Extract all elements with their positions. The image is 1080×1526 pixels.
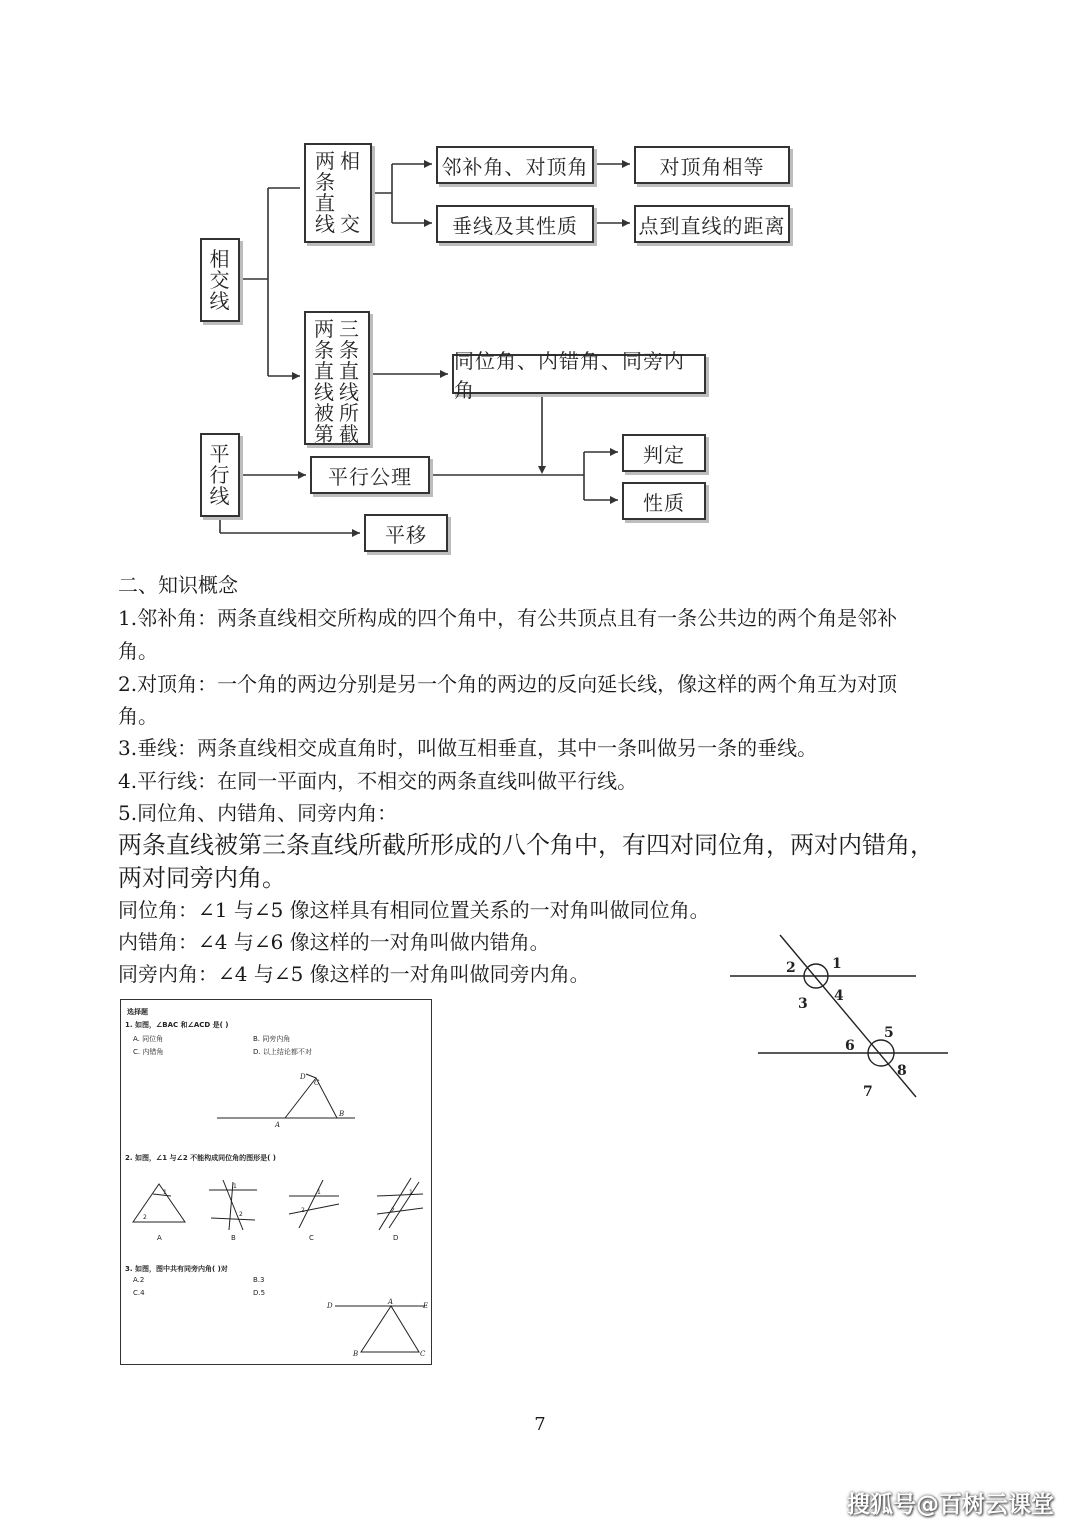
q3-label-a: A bbox=[388, 1298, 394, 1306]
svg-text:1: 1 bbox=[163, 1189, 167, 1196]
q1-label-c: C bbox=[314, 1079, 320, 1087]
svg-text:2: 2 bbox=[143, 1214, 147, 1221]
quiz-q2-figures bbox=[127, 1174, 427, 1246]
alternate-angle-def: 内错角：∠4 与∠6 像这样的一对角叫做内错角。 bbox=[118, 930, 550, 954]
section-title: 二、知识概念 bbox=[118, 573, 238, 597]
perpendicular-label: 垂线及其性质 bbox=[452, 213, 578, 238]
svg-text:2: 2 bbox=[239, 1211, 243, 1218]
q2-label-b: B bbox=[231, 1234, 236, 1242]
watermark: 搜狐号@百树云课堂 bbox=[847, 1492, 1054, 1518]
quiz-q3-option-a: A.2 bbox=[133, 1276, 145, 1284]
angle-types-label: 同位角、内错角、同旁内角 bbox=[454, 349, 685, 402]
point-line-distance-box bbox=[634, 205, 790, 243]
angle-label-5: 5 bbox=[884, 1025, 894, 1041]
point-line-distance-label: 点到直线的距离 bbox=[638, 213, 786, 238]
property-box bbox=[622, 482, 706, 520]
svg-text:2: 2 bbox=[391, 1207, 395, 1214]
angle-label-2: 2 bbox=[786, 960, 796, 976]
cut-label-left: 两 条 直 线 被 第 bbox=[314, 317, 335, 446]
q3-label-d: D bbox=[327, 1302, 333, 1310]
svg-text:1: 1 bbox=[317, 1189, 321, 1196]
parallel-lines-label: 平 行 线 bbox=[209, 441, 231, 508]
q2-label-a: A bbox=[157, 1234, 162, 1242]
quiz-q1-option-c: C. 内错角 bbox=[133, 1048, 164, 1056]
translation-label: 平移 bbox=[385, 522, 427, 547]
q1-label-a: A bbox=[275, 1121, 281, 1129]
angle-label-7: 7 bbox=[863, 1084, 873, 1100]
concept-4: 4.平行线：在同一平面内，不相交的两条直线叫做平行线。 bbox=[118, 769, 638, 793]
parallel-lines-box bbox=[200, 433, 240, 517]
quiz-question-1: 1. 如图，∠BAC 和∠ACD 是( ) bbox=[125, 1021, 229, 1029]
adjacent-vertical-angles-box bbox=[436, 146, 594, 184]
angle-label-3: 3 bbox=[798, 996, 808, 1012]
quiz-q3-option-c: C.4 bbox=[133, 1289, 145, 1297]
quiz-title: 选择题 bbox=[127, 1008, 148, 1016]
concept-2-line-2: 角。 bbox=[118, 704, 158, 728]
angle-label-4: 4 bbox=[834, 988, 844, 1004]
vertical-angles-equal-label: 对顶角相等 bbox=[659, 154, 765, 179]
svg-text:1: 1 bbox=[233, 1183, 237, 1190]
quiz-panel bbox=[120, 999, 432, 1365]
concept-5: 5.同位角、内错角、同旁内角： bbox=[118, 801, 398, 825]
quiz-question-3: 3. 如图，图中共有同旁内角( )对 bbox=[125, 1265, 228, 1273]
quiz-q3-option-b: B.3 bbox=[253, 1276, 265, 1284]
two-lines-label-right: 相 交 bbox=[340, 149, 361, 236]
cut-label-right: 三 条 直 线 所 截 bbox=[339, 317, 360, 446]
property-label: 性质 bbox=[643, 490, 685, 515]
translation-box bbox=[364, 514, 448, 552]
corresponding-angle-def: 同位角：∠1 与∠5 像这样具有相同位置关系的一对角叫做同位角。 bbox=[118, 898, 710, 922]
angle-label-1: 1 bbox=[832, 956, 842, 972]
q2-label-c: C bbox=[309, 1234, 314, 1242]
angle-label-8: 8 bbox=[897, 1063, 907, 1079]
q3-label-b: B bbox=[353, 1350, 359, 1358]
quiz-q3-option-d: D.5 bbox=[253, 1289, 266, 1297]
eight-angles-figure bbox=[720, 925, 960, 1110]
parallel-axiom-box bbox=[310, 456, 430, 494]
q3-label-c: C bbox=[420, 1350, 426, 1358]
svg-text:2: 2 bbox=[301, 1207, 305, 1214]
parallel-axiom-label: 平行公理 bbox=[328, 464, 412, 489]
svg-text:1: 1 bbox=[409, 1189, 413, 1196]
concept-5-explain-line-2: 两对同旁内角。 bbox=[118, 864, 286, 892]
q1-label-b: B bbox=[339, 1110, 345, 1118]
two-lines-label-left: 两 条 直 线 bbox=[315, 149, 336, 236]
angle-types-box bbox=[452, 349, 706, 402]
two-lines-intersect-box bbox=[304, 143, 372, 243]
quiz-q3-triangle-figure bbox=[321, 1296, 431, 1362]
quiz-q1-triangle-figure bbox=[211, 1068, 361, 1132]
angle-label-6: 6 bbox=[845, 1038, 855, 1054]
concept-2-line-1: 2.对顶角：一个角的两边分别是另一个角的两边的反向延长线，像这样的两个角互为对顶 bbox=[118, 672, 898, 696]
intersecting-lines-box bbox=[200, 238, 240, 322]
judgement-box bbox=[622, 434, 706, 472]
judgement-label: 判定 bbox=[643, 442, 685, 467]
quiz-q1-option-a: A. 同位角 bbox=[133, 1035, 164, 1043]
q2-label-d: D bbox=[393, 1234, 399, 1242]
perpendicular-box bbox=[436, 205, 594, 243]
interior-angle-def: 同旁内角：∠4 与∠5 像这样的一对角叫做同旁内角。 bbox=[118, 962, 590, 986]
q3-label-e: E bbox=[423, 1302, 429, 1310]
q1-label-d: D bbox=[300, 1073, 306, 1081]
intersecting-lines-label: 相 交 线 bbox=[209, 246, 231, 313]
page-number: 7 bbox=[534, 1414, 546, 1435]
concept-5-explain-line-1: 两条直线被第三条直线所截所形成的八个角中，有四对同位角，两对内错角， bbox=[118, 831, 934, 859]
concept-1-line-2: 角。 bbox=[118, 639, 158, 663]
concept-1-line-1: 1.邻补角：两条直线相交所构成的四个角中，有公共顶点且有一条公共边的两个角是邻补 bbox=[118, 606, 898, 630]
quiz-question-2: 2. 如图，∠1 与∠2 不能构成同位角的图形是( ) bbox=[125, 1154, 276, 1162]
concept-3: 3.垂线：两条直线相交成直角时，叫做互相垂直，其中一条叫做另一条的垂线。 bbox=[118, 736, 818, 760]
vertical-angles-equal-box bbox=[634, 146, 790, 184]
quiz-q1-option-b: B. 同旁内角 bbox=[253, 1035, 291, 1043]
cut-by-third-line-box bbox=[304, 311, 370, 445]
adjacent-vertical-angles-label: 邻补角、对顶角 bbox=[441, 154, 589, 179]
quiz-q1-option-d: D. 以上结论都不对 bbox=[253, 1048, 312, 1056]
